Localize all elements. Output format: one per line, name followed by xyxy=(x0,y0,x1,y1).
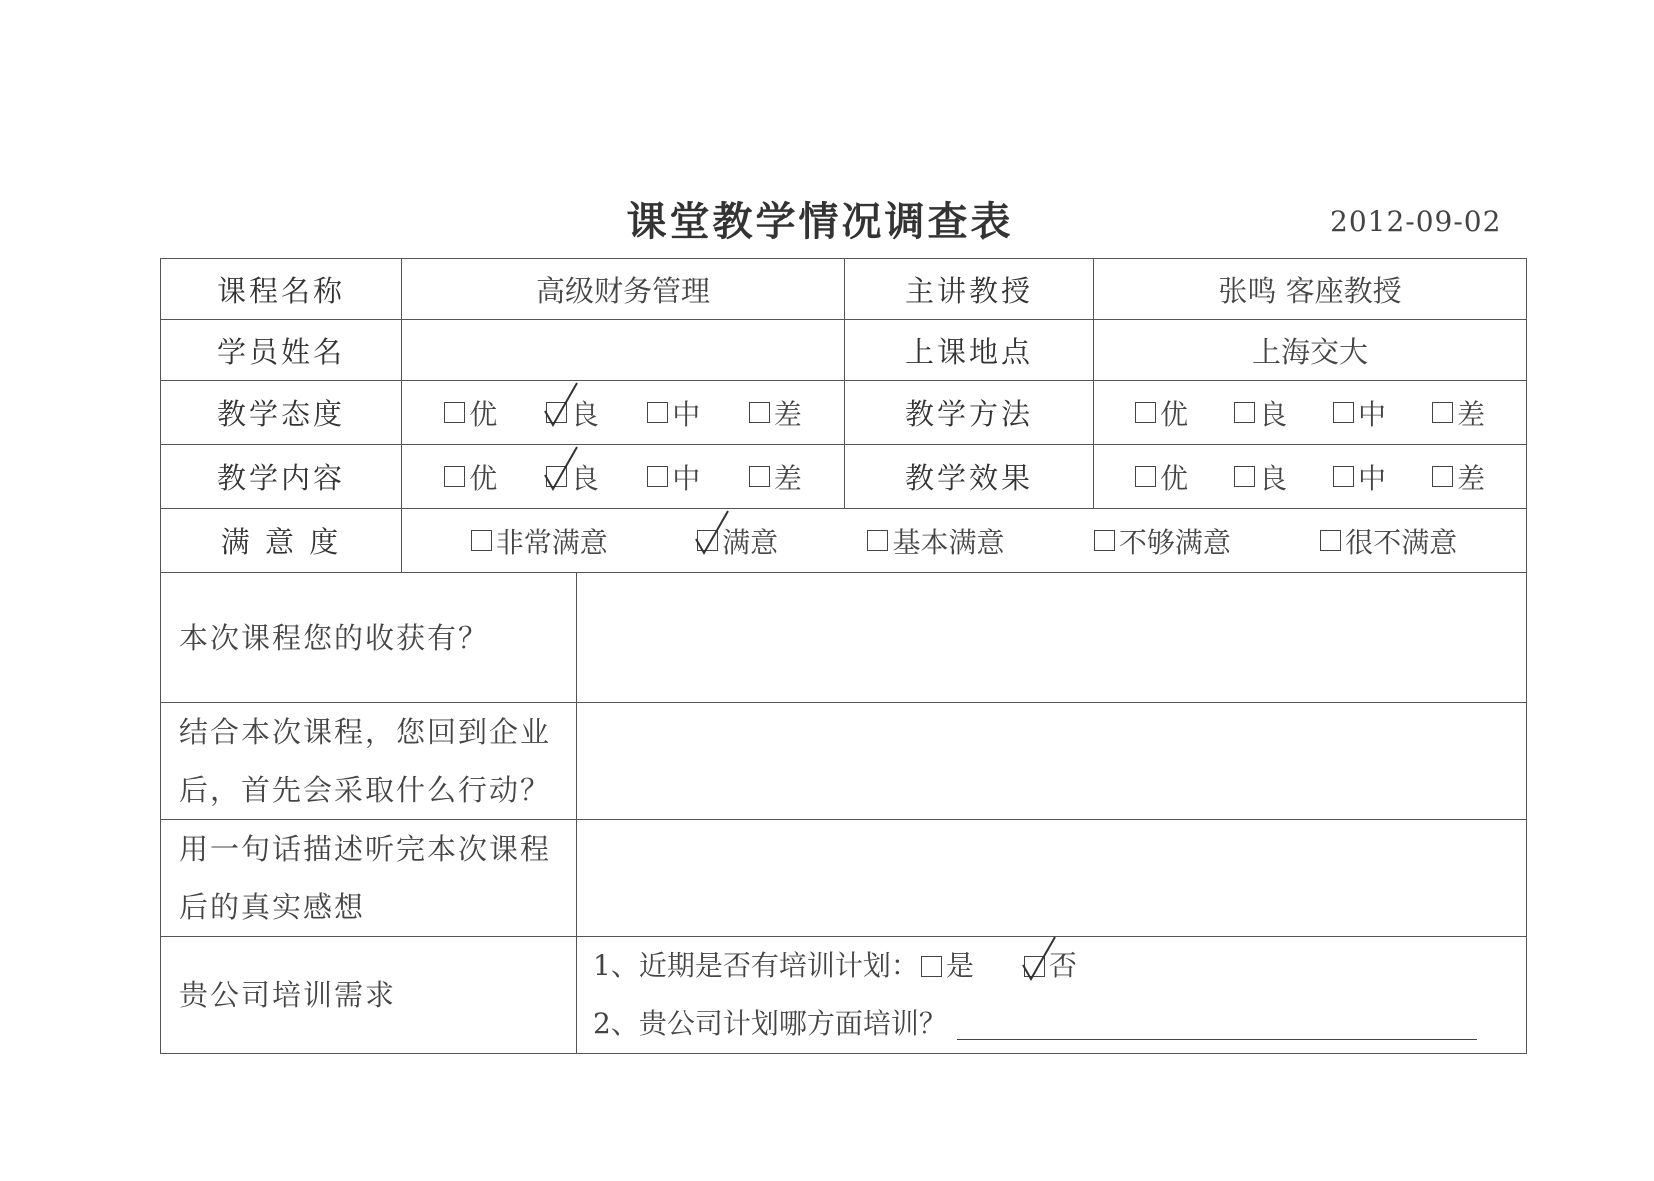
effect-option-1[interactable] xyxy=(1135,457,1188,497)
satisfaction-option-label: 满意 xyxy=(722,525,779,559)
effect-option-label: 中 xyxy=(1358,461,1387,495)
answer-feelings[interactable] xyxy=(577,820,1527,937)
question-actions xyxy=(161,703,577,820)
checkbox[interactable] xyxy=(546,466,567,487)
attitude-label: 教学态度 xyxy=(161,381,402,445)
question-actions-line2: 后，首先会采取什么行动？ xyxy=(179,773,552,807)
attitude-option-3[interactable] xyxy=(647,393,700,433)
checkbox[interactable] xyxy=(1333,402,1354,423)
content-option-label: 差 xyxy=(773,461,802,495)
content-option-1[interactable] xyxy=(444,457,497,497)
content-option-3[interactable] xyxy=(647,457,700,497)
satisfaction-option-label: 不够满意 xyxy=(1118,525,1231,559)
attitude-option-label: 优 xyxy=(469,397,498,431)
method-options xyxy=(1094,393,1526,433)
training-needs-answer xyxy=(577,937,1527,1054)
checkbox[interactable] xyxy=(444,402,465,423)
question-feelings-line1: 用一句话描述听完本次课程 xyxy=(179,832,552,866)
checkbox[interactable] xyxy=(1234,402,1255,423)
attitude-option-4[interactable] xyxy=(749,393,802,433)
checkbox-no[interactable] xyxy=(1024,956,1045,977)
checkbox[interactable] xyxy=(697,530,718,551)
student-label: 学员姓名 xyxy=(161,320,402,381)
satisfaction-option-3[interactable] xyxy=(867,521,1004,561)
lecturer-label: 主讲教授 xyxy=(845,259,1094,320)
attitude-options xyxy=(402,393,844,433)
question-gains-text: 本次课程您的收获有？ xyxy=(179,620,490,655)
method-option-3[interactable] xyxy=(1333,393,1386,433)
answer-actions[interactable] xyxy=(577,703,1527,820)
student-name-field[interactable] xyxy=(402,320,845,381)
satisfaction-option-1[interactable] xyxy=(471,521,608,561)
attitude-option-label: 良 xyxy=(570,397,599,431)
effect-option-label: 优 xyxy=(1160,461,1189,495)
satisfaction-options xyxy=(402,521,1526,561)
method-option-4[interactable] xyxy=(1432,393,1485,433)
training-plan-question: 1、近期是否有培训计划： xyxy=(593,949,919,982)
content-option-label: 良 xyxy=(570,461,599,495)
attitude-option-label: 中 xyxy=(672,397,701,431)
satisfaction-label: 满 意 度 xyxy=(161,509,402,573)
training-area-field[interactable] xyxy=(957,1009,1477,1040)
checkbox[interactable] xyxy=(1432,466,1453,487)
method-option-label: 良 xyxy=(1259,397,1288,431)
effect-option-4[interactable] xyxy=(1432,457,1485,497)
method-option-label: 优 xyxy=(1160,397,1189,431)
training-no-label: 否 xyxy=(1048,949,1077,982)
question-training-needs xyxy=(161,937,577,1054)
checkbox[interactable] xyxy=(1432,402,1453,423)
effect-option-label: 差 xyxy=(1457,461,1486,495)
training-area-line xyxy=(593,995,1526,1053)
checkbox[interactable] xyxy=(1333,466,1354,487)
checkbox[interactable] xyxy=(1135,402,1156,423)
effect-option-3[interactable] xyxy=(1333,457,1386,497)
location-label: 上课地点 xyxy=(845,320,1094,381)
method-option-label: 差 xyxy=(1457,397,1486,431)
attitude-option-label: 差 xyxy=(773,397,802,431)
content-option-2[interactable] xyxy=(546,457,599,497)
question-feelings-line2: 后的真实感想 xyxy=(179,890,366,924)
checkbox[interactable] xyxy=(444,466,465,487)
checkbox[interactable] xyxy=(1320,530,1341,551)
checkbox[interactable] xyxy=(749,402,770,423)
content-option-label: 中 xyxy=(672,461,701,495)
checkbox[interactable] xyxy=(1234,466,1255,487)
question-actions-line1: 结合本次课程，您回到企业 xyxy=(179,715,552,749)
checkbox[interactable] xyxy=(647,402,668,423)
satisfaction-option-label: 很不满意 xyxy=(1345,525,1458,559)
training-no-option[interactable] xyxy=(1024,937,1077,995)
method-label: 教学方法 xyxy=(845,381,1094,445)
effect-label: 教学效果 xyxy=(845,445,1094,509)
answer-gains[interactable] xyxy=(577,573,1527,703)
method-option-1[interactable] xyxy=(1135,393,1188,433)
checkbox[interactable] xyxy=(471,530,492,551)
content-label: 教学内容 xyxy=(161,445,402,509)
method-option-2[interactable] xyxy=(1234,393,1287,433)
course-value[interactable]: 高级财务管理 xyxy=(402,259,845,320)
question-feelings xyxy=(161,820,577,937)
checkbox-yes[interactable] xyxy=(921,956,942,977)
lecturer-value[interactable]: 张鸣 客座教授 xyxy=(1094,259,1527,320)
question-gains xyxy=(161,573,577,703)
question-training-text: 贵公司培训需求 xyxy=(179,978,397,1012)
checkbox[interactable] xyxy=(647,466,668,487)
location-value[interactable]: 上海交大 xyxy=(1094,320,1527,381)
training-plan-line xyxy=(593,937,1526,995)
effect-option-label: 良 xyxy=(1259,461,1288,495)
satisfaction-option-2[interactable] xyxy=(697,521,778,561)
form-title: 课堂教学情况调查表 xyxy=(626,199,1014,245)
satisfaction-option-5[interactable] xyxy=(1320,521,1457,561)
satisfaction-option-label: 基本满意 xyxy=(892,525,1005,559)
satisfaction-option-4[interactable] xyxy=(1094,521,1231,561)
checkbox[interactable] xyxy=(1094,530,1115,551)
content-option-4[interactable] xyxy=(749,457,802,497)
training-yes-label: 是 xyxy=(945,949,974,982)
content-option-label: 优 xyxy=(469,461,498,495)
attitude-option-1[interactable] xyxy=(444,393,497,433)
survey-table xyxy=(160,258,1527,1054)
effect-options xyxy=(1094,457,1526,497)
checkbox[interactable] xyxy=(749,466,770,487)
checkbox[interactable] xyxy=(867,530,888,551)
attitude-option-2[interactable] xyxy=(546,393,599,433)
checkbox[interactable] xyxy=(1135,466,1156,487)
form-date: 2012-09-02 xyxy=(1330,205,1502,238)
training-yes-option[interactable] xyxy=(921,937,974,995)
effect-option-2[interactable] xyxy=(1234,457,1287,497)
method-option-label: 中 xyxy=(1358,397,1387,431)
training-area-question: 2、贵公司计划哪方面培训？ xyxy=(593,1007,947,1040)
course-label: 课程名称 xyxy=(161,259,402,320)
satisfaction-option-label: 非常满意 xyxy=(495,525,608,559)
content-options xyxy=(402,457,844,497)
checkbox[interactable] xyxy=(546,402,567,423)
